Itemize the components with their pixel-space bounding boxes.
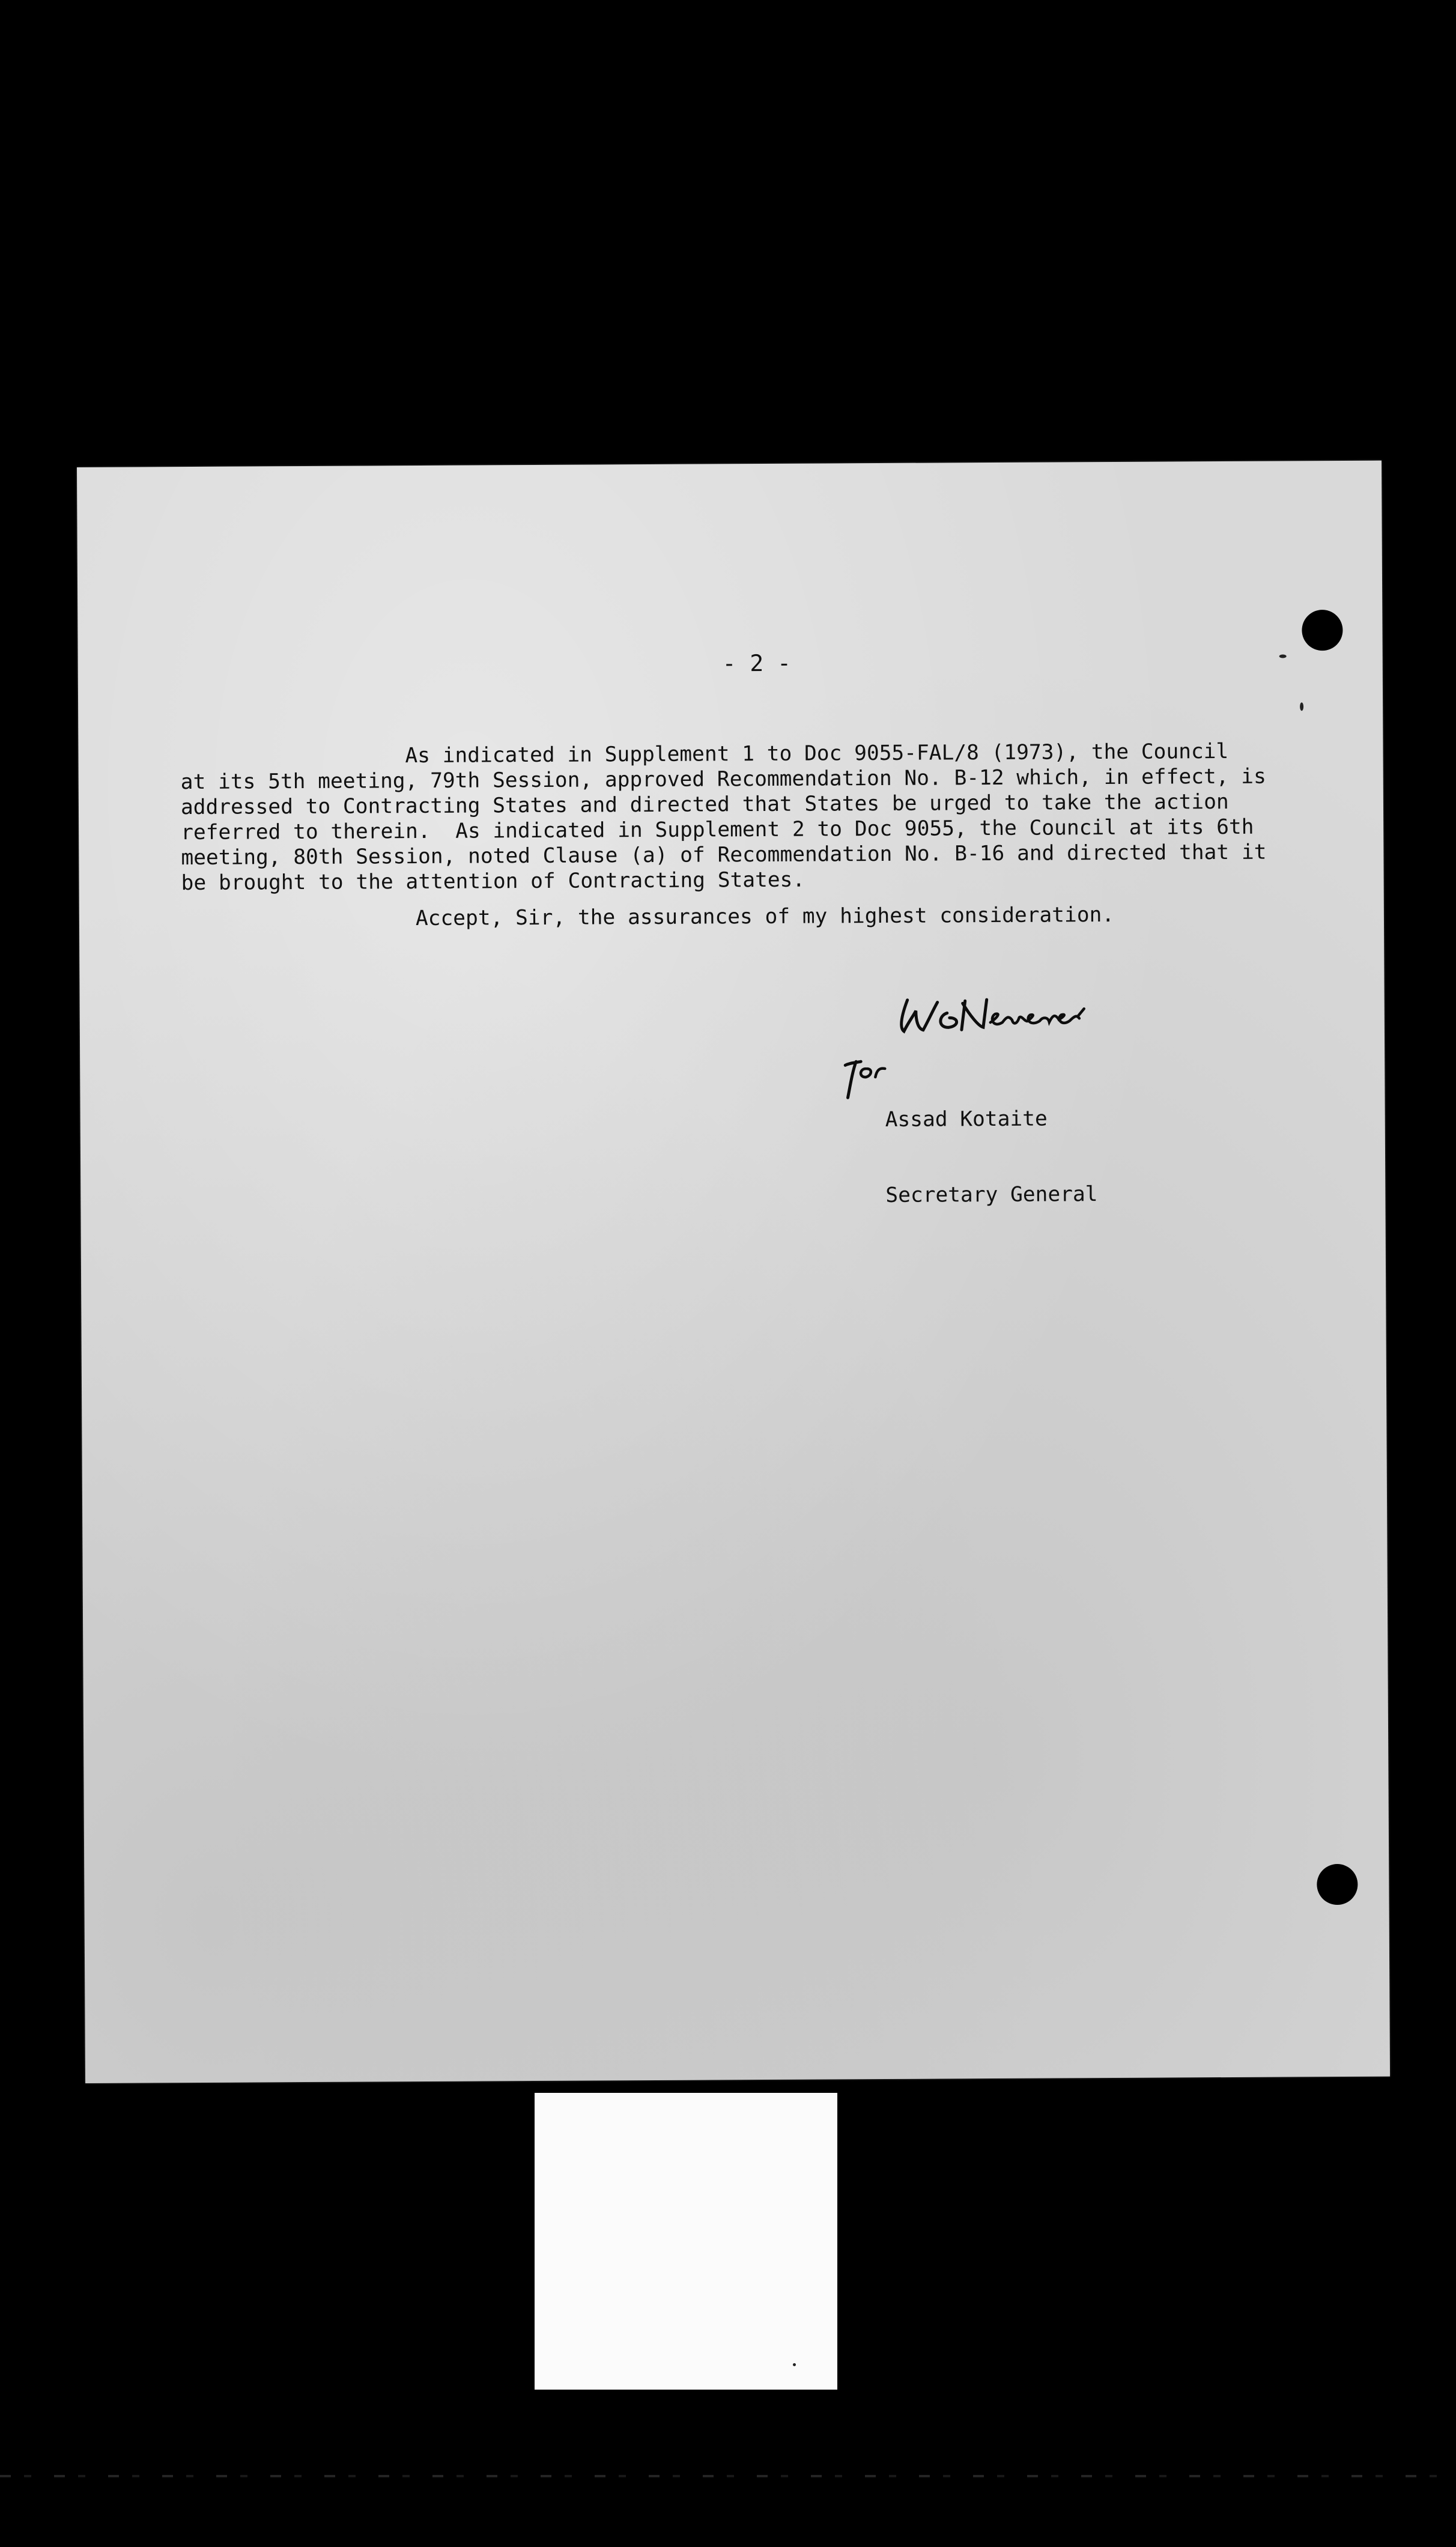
blank-paper-slip — [535, 2093, 837, 2390]
paragraph-line: be brought to the attention of Contracting States. — [181, 867, 805, 896]
paragraph-line: As indicated in Supplement 1 to Doc 9055-FAL/8 (1973), the Council — [180, 739, 1229, 770]
scan-edge-noise — [0, 2475, 1456, 2477]
scan-speck — [793, 2363, 796, 2366]
paragraph-line: at its 5th meeting, 79th Session, approved Recommendation No. B-12 which, in effect, is — [180, 764, 1266, 795]
closing-line: Accept, Sir, the assurances of my highest consideration. — [415, 902, 1115, 931]
paragraph-line: meeting, 80th Session, noted Clause (a) of Recommendation No. B-16 and directed that it — [181, 840, 1267, 870]
signatory-title: Secretary General — [885, 1182, 1098, 1207]
punch-hole-bottom — [1317, 1864, 1357, 1905]
page-number: - 2 - — [722, 649, 792, 677]
signatory-name: Assad Kotaite — [885, 1107, 1048, 1132]
letter-body-paragraph — [180, 738, 1322, 896]
letter-page — [77, 461, 1390, 2083]
paragraph-line: referred to therein. As indicated in Supplement 2 to Doc 9055, the Council at its 6th — [181, 815, 1254, 845]
scan-speck — [1300, 702, 1303, 711]
punch-hole-top — [1302, 610, 1342, 651]
paragraph-line: addressed to Contracting States and directed that States be urged to take the action — [180, 789, 1229, 820]
signature-block — [885, 1055, 1098, 1258]
scan-speck — [1279, 654, 1287, 658]
